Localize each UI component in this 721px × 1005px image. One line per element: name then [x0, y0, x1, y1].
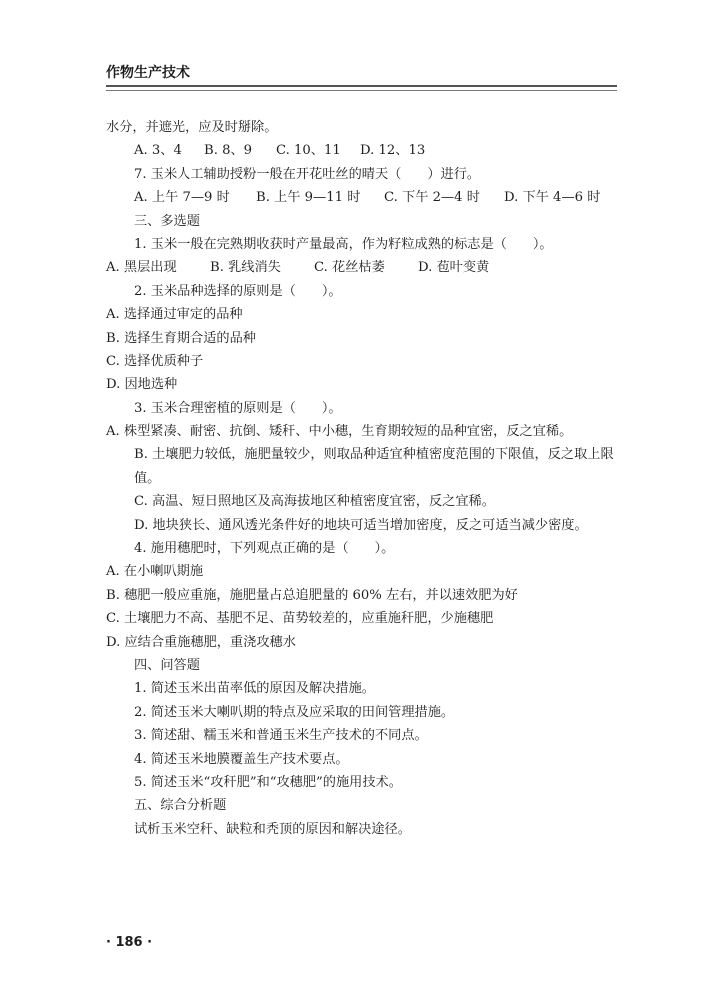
- m4-option-b: B. 穗肥一般应重施，施肥量占总追肥量的 60% 左右，并以速效肥为好: [106, 587, 518, 603]
- m3-stem-post: ）。: [321, 400, 342, 416]
- s4-question-2: 2. 简述玉米大喇叭期的特点及应采取的田间管理措施。: [134, 704, 455, 720]
- s4-question-5: 5. 简述玉米“攻秆肥”和“攻穗肥”的施用技术。: [134, 774, 402, 790]
- m1-option-d: D. 苞叶变黄: [418, 260, 490, 276]
- s4-question-1: 1. 简述玉米出苗率低的原因及解决措施。: [134, 681, 375, 697]
- q7-stem-pre: 7. 玉米人工辅助授粉一般在开花吐丝的晴天（: [134, 166, 402, 182]
- m4-option-a: A. 在小喇叭期施: [106, 564, 204, 580]
- m3-stem: [106, 397, 617, 420]
- section-5-title: 五、综合分析题: [134, 798, 227, 814]
- header-rule-thin: [106, 90, 617, 91]
- m2-option-b: B. 选择生育期合适的品种: [106, 330, 256, 346]
- m3-option-c: C. 高温、短日照地区及高海拔地区种植密度宜密，反之宜稀。: [134, 494, 495, 510]
- q7-option-b: B. 上午 9—11 时: [256, 190, 361, 206]
- m4-stem: [106, 537, 617, 560]
- m4-option-d: D. 应结合重施穗肥，重浇攻穗水: [106, 634, 296, 650]
- q6-option-c: C. 10、11: [276, 143, 341, 159]
- m1-stem-pre: 1. 玉米一般在完熟期收获时产量最高，作为籽粒成熟的标志是（: [134, 236, 507, 252]
- s4-question-3: 3. 简述甜、糯玉米和普通玉米生产技术的不同点。: [134, 728, 428, 744]
- m4-option-c: C. 土壤肥力不高、基肥不足、苗势较差的，应重施秆肥，少施穗肥: [106, 611, 494, 627]
- m2-stem: [106, 280, 617, 303]
- q7-option-d: D. 下午 4—6 时: [504, 190, 601, 206]
- q6-continuation: 水分，并遮光，应及时掰除。: [106, 120, 278, 135]
- q7-options: [106, 186, 617, 209]
- section-4-title: 四、问答题: [134, 658, 200, 674]
- header-rule-thick: [106, 85, 617, 87]
- m1-options: [106, 256, 617, 279]
- m2-option-c: C. 选择优质种子: [106, 353, 204, 369]
- m4-stem-pre: 4. 施用穗肥时，下列观点正确的是（: [134, 541, 349, 557]
- s4-question-4: 4. 简述玉米地膜覆盖生产技术要点。: [134, 751, 349, 767]
- m1-option-c: C. 花丝枯萎: [314, 260, 385, 276]
- m2-option-d: D. 因地选种: [106, 377, 178, 393]
- q7-stem-post: ）进行。: [427, 166, 481, 182]
- m2-stem-post: ）。: [321, 283, 342, 299]
- q6-options: [106, 139, 617, 162]
- q6-option-b: B. 8、9: [204, 143, 253, 159]
- m2-option-a: A. 选择通过审定的品种: [106, 307, 243, 323]
- q7-stem: [106, 163, 617, 186]
- page-number: · 186 ·: [106, 935, 153, 950]
- q7-option-c: C. 下午 2—4 时: [384, 190, 480, 206]
- section-3-title: 三、多选题: [134, 213, 200, 229]
- q7-option-a: A. 上午 7—9 时: [134, 190, 230, 206]
- q6-option-a: A. 3、4: [134, 143, 182, 159]
- page-content: [106, 116, 617, 841]
- m1-option-b: B. 乳线消失: [210, 260, 281, 276]
- running-header: 作物生产技术: [106, 65, 190, 81]
- m1-stem: [106, 233, 617, 256]
- m1-option-a: A. 黑层出现: [106, 260, 177, 276]
- s5-question-1: 试析玉米空秆、缺粒和秃顶的原因和解决途径。: [134, 821, 411, 837]
- m2-stem-pre: 2. 玉米品种选择的原则是（: [134, 283, 296, 299]
- q6-option-d: D. 12、13: [360, 143, 426, 159]
- m3-option-b: B. 土壤肥力较低，施肥量较少，则取品种适宜种植密度范围的下限值，反之取上限值。: [134, 447, 614, 486]
- m1-stem-post: ）。: [532, 236, 553, 252]
- m3-stem-pre: 3. 玉米合理密植的原则是（: [134, 400, 296, 416]
- m3-option-a: A. 株型紧凑、耐密、抗倒、矮秆、中小穗，生育期较短的品种宜密，反之宜稀。: [106, 424, 573, 440]
- m3-option-d: D. 地块狭长、通风透光条件好的地块可适当增加密度，反之可适当减少密度。: [134, 517, 588, 533]
- m4-stem-post: ）。: [374, 541, 395, 557]
